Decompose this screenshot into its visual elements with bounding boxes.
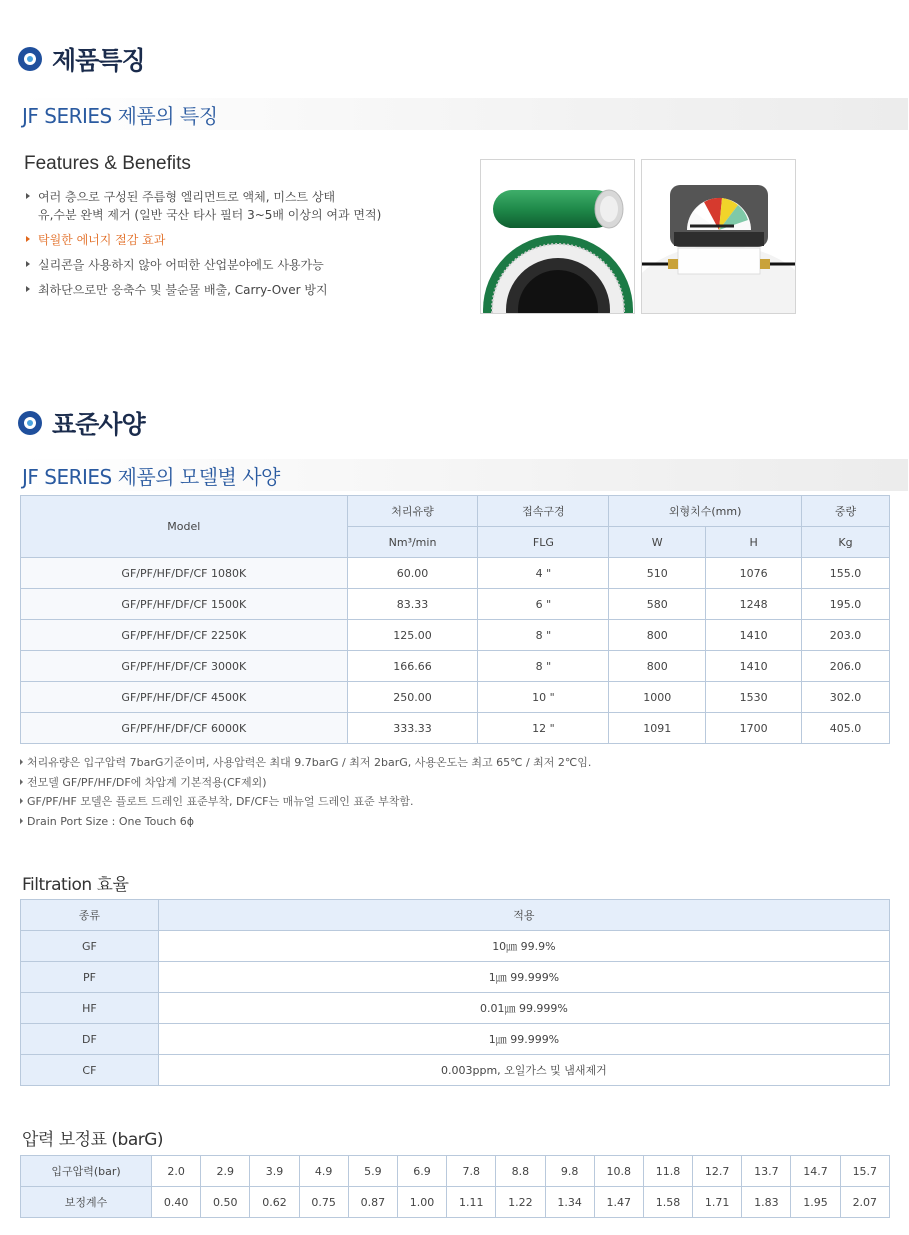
section-subtitle: JF SERIES 제품의 특징 <box>22 104 218 128</box>
section-header-spec <box>18 405 145 441</box>
section-title: 표준사양 <box>52 410 145 439</box>
pressure-gauge-photo <box>641 159 796 314</box>
col-header-connection: 접속구경 <box>478 496 609 527</box>
filtration-title: Filtration 효율 <box>22 875 129 895</box>
spec-notes <box>20 753 591 831</box>
row-label-inlet: 입구압력(bar) <box>21 1156 152 1187</box>
spec-table <box>20 495 890 744</box>
filtration-header-row <box>21 900 890 931</box>
col-header-dimensions: 외형치수(mm) <box>609 496 802 527</box>
feature-item-highlight: 탁월한 에너지 절감 효과 <box>24 231 381 249</box>
unit-weight: Kg <box>802 527 890 558</box>
spec-header-row <box>21 496 890 527</box>
table-row: GF/PF/HF/DF/CF 2250K 125.00 8 " 800 1410 203.0 <box>21 620 890 651</box>
pressure-table <box>20 1155 890 1218</box>
table-row: GF/PF/HF/DF/CF 3000K 166.66 8 " 800 1410 206.0 <box>21 651 890 682</box>
circle-bullet-icon <box>18 411 42 435</box>
pressure-factor-row: 보정계수 0.40 0.50 0.62 0.75 0.87 1.00 1.11 1.22 1.34 1.47 1.58 1.71 1.83 1.95 2.07 <box>21 1187 890 1218</box>
unit-height: H <box>706 527 802 558</box>
table-row: GF/PF/HF/DF/CF 4500K 250.00 10 " 1000 1530 302.0 <box>21 682 890 713</box>
note-item: 처리유량은 입구압력 7barG기준이며, 사용압력은 최대 9.7barG / 최저 2barG, 사용온도는 최고 65℃ / 최저 2℃임. <box>20 753 591 773</box>
circle-bullet-icon <box>18 47 42 71</box>
section-title: 제품특징 <box>52 46 145 75</box>
table-row: CF 0.003ppm, 오일가스 및 냄새제거 <box>21 1055 890 1086</box>
col-header-weight: 중량 <box>802 496 890 527</box>
features-list <box>24 188 381 306</box>
table-row: GF/PF/HF/DF/CF 6000K 333.33 12 " 1091 1700 405.0 <box>21 713 890 744</box>
feature-item: 최하단으로만 응축수 및 불순물 배출, Carry-Over 방지 <box>24 281 381 299</box>
table-row: HF 0.01㎛ 99.999% <box>21 993 890 1024</box>
feature-item: 실리콘을 사용하지 않아 어떠한 산업분야에도 사용가능 <box>24 256 381 274</box>
section-subtitle: JF SERIES 제품의 모델별 사양 <box>22 465 280 489</box>
col-header-flow: 처리유량 <box>347 496 478 527</box>
col-header-model: Model <box>21 496 348 558</box>
filtration-table <box>20 899 890 1086</box>
table-row: GF/PF/HF/DF/CF 1500K 83.33 6 " 580 1248 195.0 <box>21 589 890 620</box>
unit-flow: Nm³/min <box>347 527 478 558</box>
section-header-features <box>18 41 145 77</box>
table-row: DF 1㎛ 99.999% <box>21 1024 890 1055</box>
col-header-type: 종류 <box>21 900 159 931</box>
feature-item: 여러 층으로 구성된 주름형 엘리먼트로 액체, 미스트 상태 유,수분 완벽 제거 (일반 국산 타사 필터 3~5배 이상의 여과 면적) <box>24 188 381 224</box>
note-item: Drain Port Size : One Touch 6ϕ <box>20 812 591 832</box>
unit-connection: FLG <box>478 527 609 558</box>
table-row: PF 1㎛ 99.999% <box>21 962 890 993</box>
note-item: GF/PF/HF 모델은 플로트 드레인 표준부착, DF/CF는 매뉴얼 드레인 표준 부착함. <box>20 792 591 812</box>
unit-width: W <box>609 527 706 558</box>
table-row: GF 10㎛ 99.9% <box>21 931 890 962</box>
filter-element-photo <box>480 159 635 314</box>
note-item: 전모델 GF/PF/HF/DF에 차압계 기본적용(CF제외) <box>20 773 591 793</box>
features-title: Features & Benefits <box>24 153 191 174</box>
table-row: GF/PF/HF/DF/CF 1080K 60.00 4 " 510 1076 155.0 <box>21 558 890 589</box>
pressure-title: 압력 보정표 (barG) <box>22 1130 164 1150</box>
col-header-apply: 적용 <box>158 900 889 931</box>
row-label-factor: 보정계수 <box>21 1187 152 1218</box>
pressure-inlet-row: 입구압력(bar) 2.0 2.9 3.9 4.9 5.9 6.9 7.8 8.8 9.8 10.8 11.8 12.7 13.7 14.7 15.7 <box>21 1156 890 1187</box>
